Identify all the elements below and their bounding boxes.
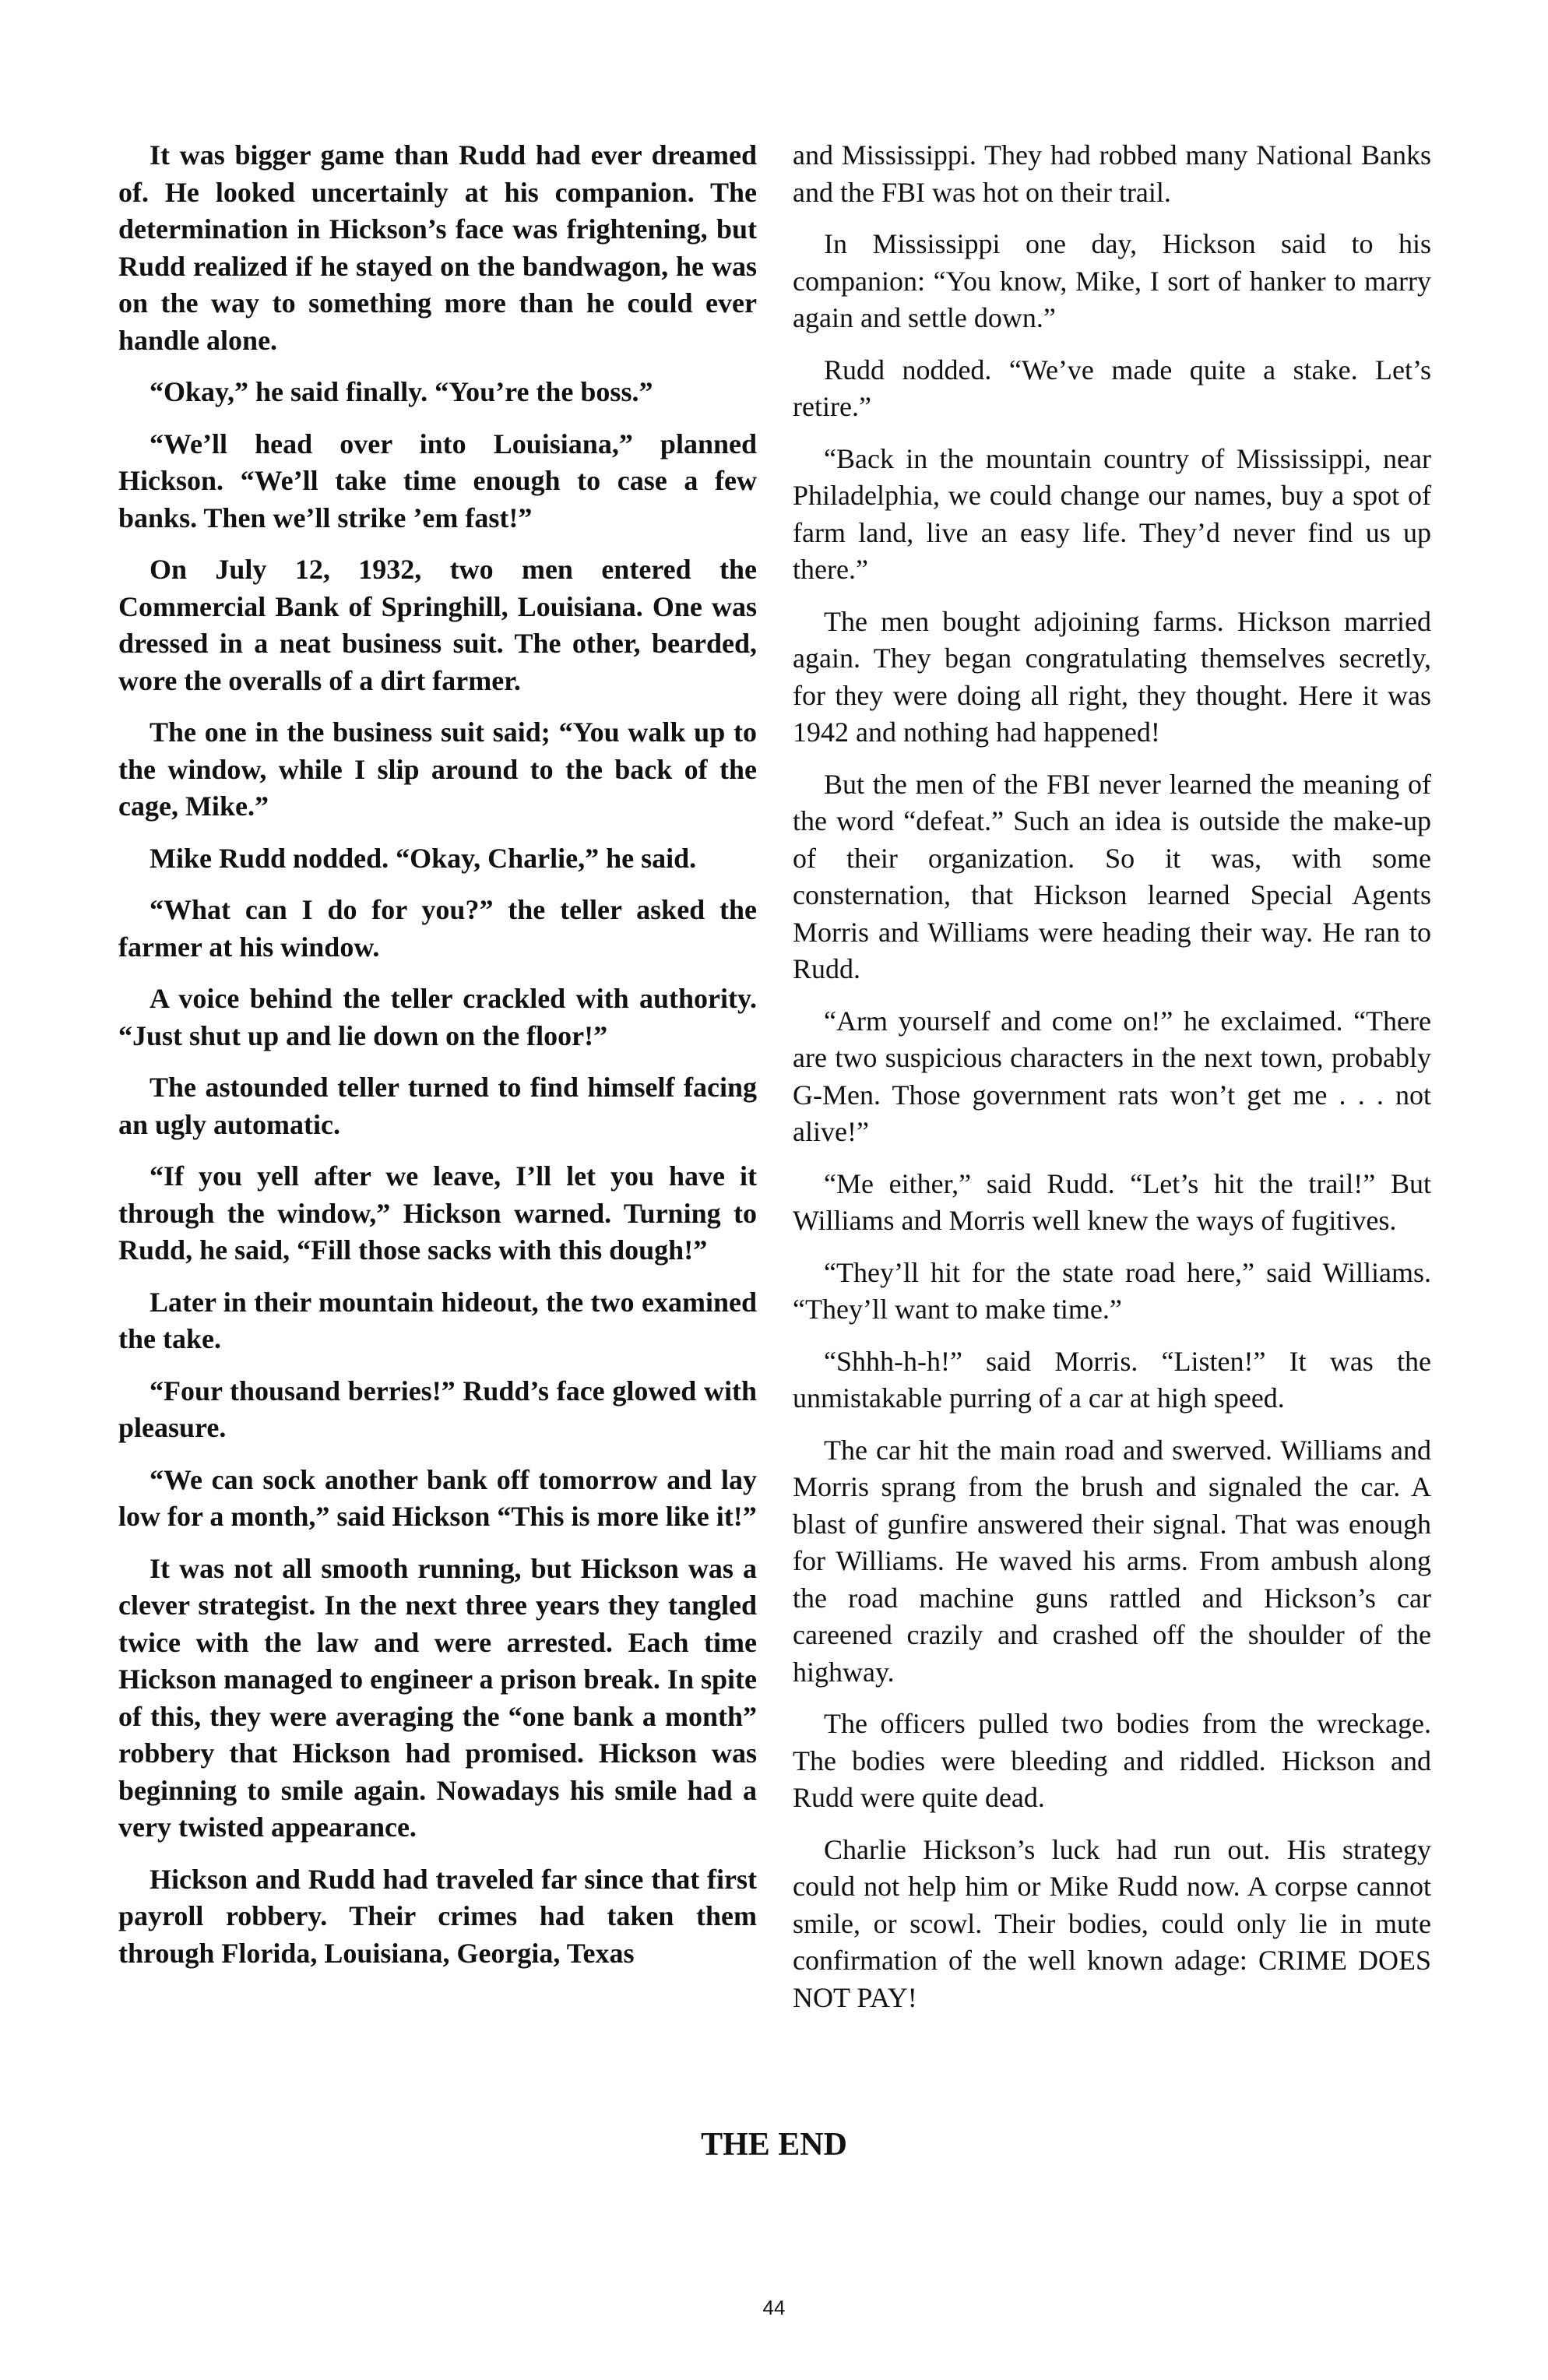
paragraph: “They’ll hit for the state road here,” said Williams. “They’ll want to make time.” [793, 1256, 1431, 1325]
paragraph: “Back in the mountain country of Mississippi, near Philadelphia, we could change our names, buy a spot of farm land, live an easy life. They’d never find us up there.” [793, 442, 1431, 585]
paragraph: “Shhh-h-h!” said Morris. “Listen!” It was the unmistakable purring of a car at high speed. [793, 1345, 1431, 1414]
paragraph: In Mississippi one day, Hickson said to his companion: “You know, Mike, I sort of hanker to marry again and settle down.” [793, 228, 1431, 333]
paragraph: “We’ll head over into Louisiana,” planned Hickson. “We’ll take time enough to case a few banks. Then we’ll strike ’em fast!” [118, 428, 757, 533]
paragraph: The men bought adjoining farms. Hickson married again. They began congratulating themselves secretly, for they were doing all right, they thought. Here it was 1942 and nothing had happened! [793, 605, 1431, 748]
paragraph: and Mississippi. They had robbed many National Banks and the FBI was hot on their trail. [793, 139, 1431, 208]
paragraph: Mike Rudd nodded. “Okay, Charlie,” he said. [150, 842, 697, 874]
paragraph: “Me either,” said Rudd. “Let’s hit the trail!” But Williams and Morris well knew the ways of fugitives. [793, 1167, 1431, 1236]
paragraph: Later in their mountain hideout, the two examined the take. [118, 1286, 757, 1354]
right-column [793, 137, 1431, 2031]
the-end-heading: THE END [701, 2127, 847, 2163]
paragraph: “We can sock another bank off tomorrow and lay low for a month,” said Hickson “This is more like it!” [118, 1463, 757, 1532]
paragraph: But the men of the FBI never learned the meaning of the word “defeat.” Such an idea is outside the make-up of their organization. So it was, with some consternation, that Hickson learned Special Agents Morris and Williams were heading their way. He ran to Rudd. [793, 768, 1431, 984]
paragraph: “What can I do for you?” the teller asked the farmer at his window. [118, 894, 757, 963]
left-column [118, 137, 757, 1987]
paragraph: It was not all smooth running, but Hickson was a clever strategist. In the next three years they tangled twice with the law and were arrested. Each time Hickson managed to engineer a prison break. In spite of this, they were averaging the “one bank a month” robbery that Hickson had promised. Hickson was beginning to smile again. Nowadays his smile had a very twisted appearance. [118, 1552, 757, 1843]
paragraph: Rudd nodded. “We’ve made quite a stake. Let’s retire.” [793, 354, 1431, 422]
paragraph: The one in the business suit said; “You walk up to the window, while I slip around to the back of the cage, Mike.” [118, 716, 757, 822]
paragraph: A voice behind the teller crackled with authority. “Just shut up and lie down on the floor!” [118, 983, 757, 1051]
paragraph: “If you yell after we leave, I’ll let you have it through the window,” Hickson warned. Turning to Rudd, he said, “Fill those sacks with this dough!” [118, 1160, 757, 1266]
paragraph: The astounded teller turned to find himself facing an ugly automatic. [118, 1072, 757, 1140]
paragraph: “Four thousand berries!” Rudd’s face glowed with pleasure. [118, 1375, 757, 1443]
paragraph: Charlie Hickson’s luck had run out. His strategy could not help him or Mike Rudd now. A corpse cannot smile, or scowl. Their bodies, could only lie in mute confirmation of the well known adage: CRIME DOES NOT PAY! [793, 1833, 1431, 2013]
paragraph: It was bigger game than Rudd had ever dreamed of. He looked uncertainly at his companion. The determination in Hickson’s face was frightening, but Rudd realized if he stayed on the bandwagon, he was on the way to something more than he could ever handle alone. [118, 139, 757, 356]
page-number: 44 [762, 2296, 786, 2319]
paragraph: “Arm yourself and come on!” he exclaimed. “There are two suspicious characters in the next town, probably G-Men. Those government rats won’t get me . . . not alive!” [793, 1005, 1431, 1147]
paragraph: The officers pulled two bodies from the wreckage. The bodies were bleeding and riddled. Hickson and Rudd were quite dead. [793, 1708, 1431, 1813]
paragraph: Hickson and Rudd had traveled far since that first payroll robbery. Their crimes had taken them through Florida, Louisiana, Georgia, Texas [118, 1863, 757, 1969]
paragraph: The car hit the main road and swerved. Williams and Morris sprang from the brush and signaled the car. A blast of gunfire answered their signal. That was enough for Williams. He waved his arms. From ambush along the road machine guns rattled and Hickson’s car careened crazily and crashed off the shoulder of the highway. [793, 1434, 1431, 1688]
paragraph: “Okay,” he said finally. “You’re the boss.” [150, 376, 653, 407]
paragraph: On July 12, 1932, two men entered the Commercial Bank of Springhill, Louisiana. One was dressed in a neat business suit. The other, bearded, wore the overalls of a dirt farmer. [118, 554, 757, 696]
